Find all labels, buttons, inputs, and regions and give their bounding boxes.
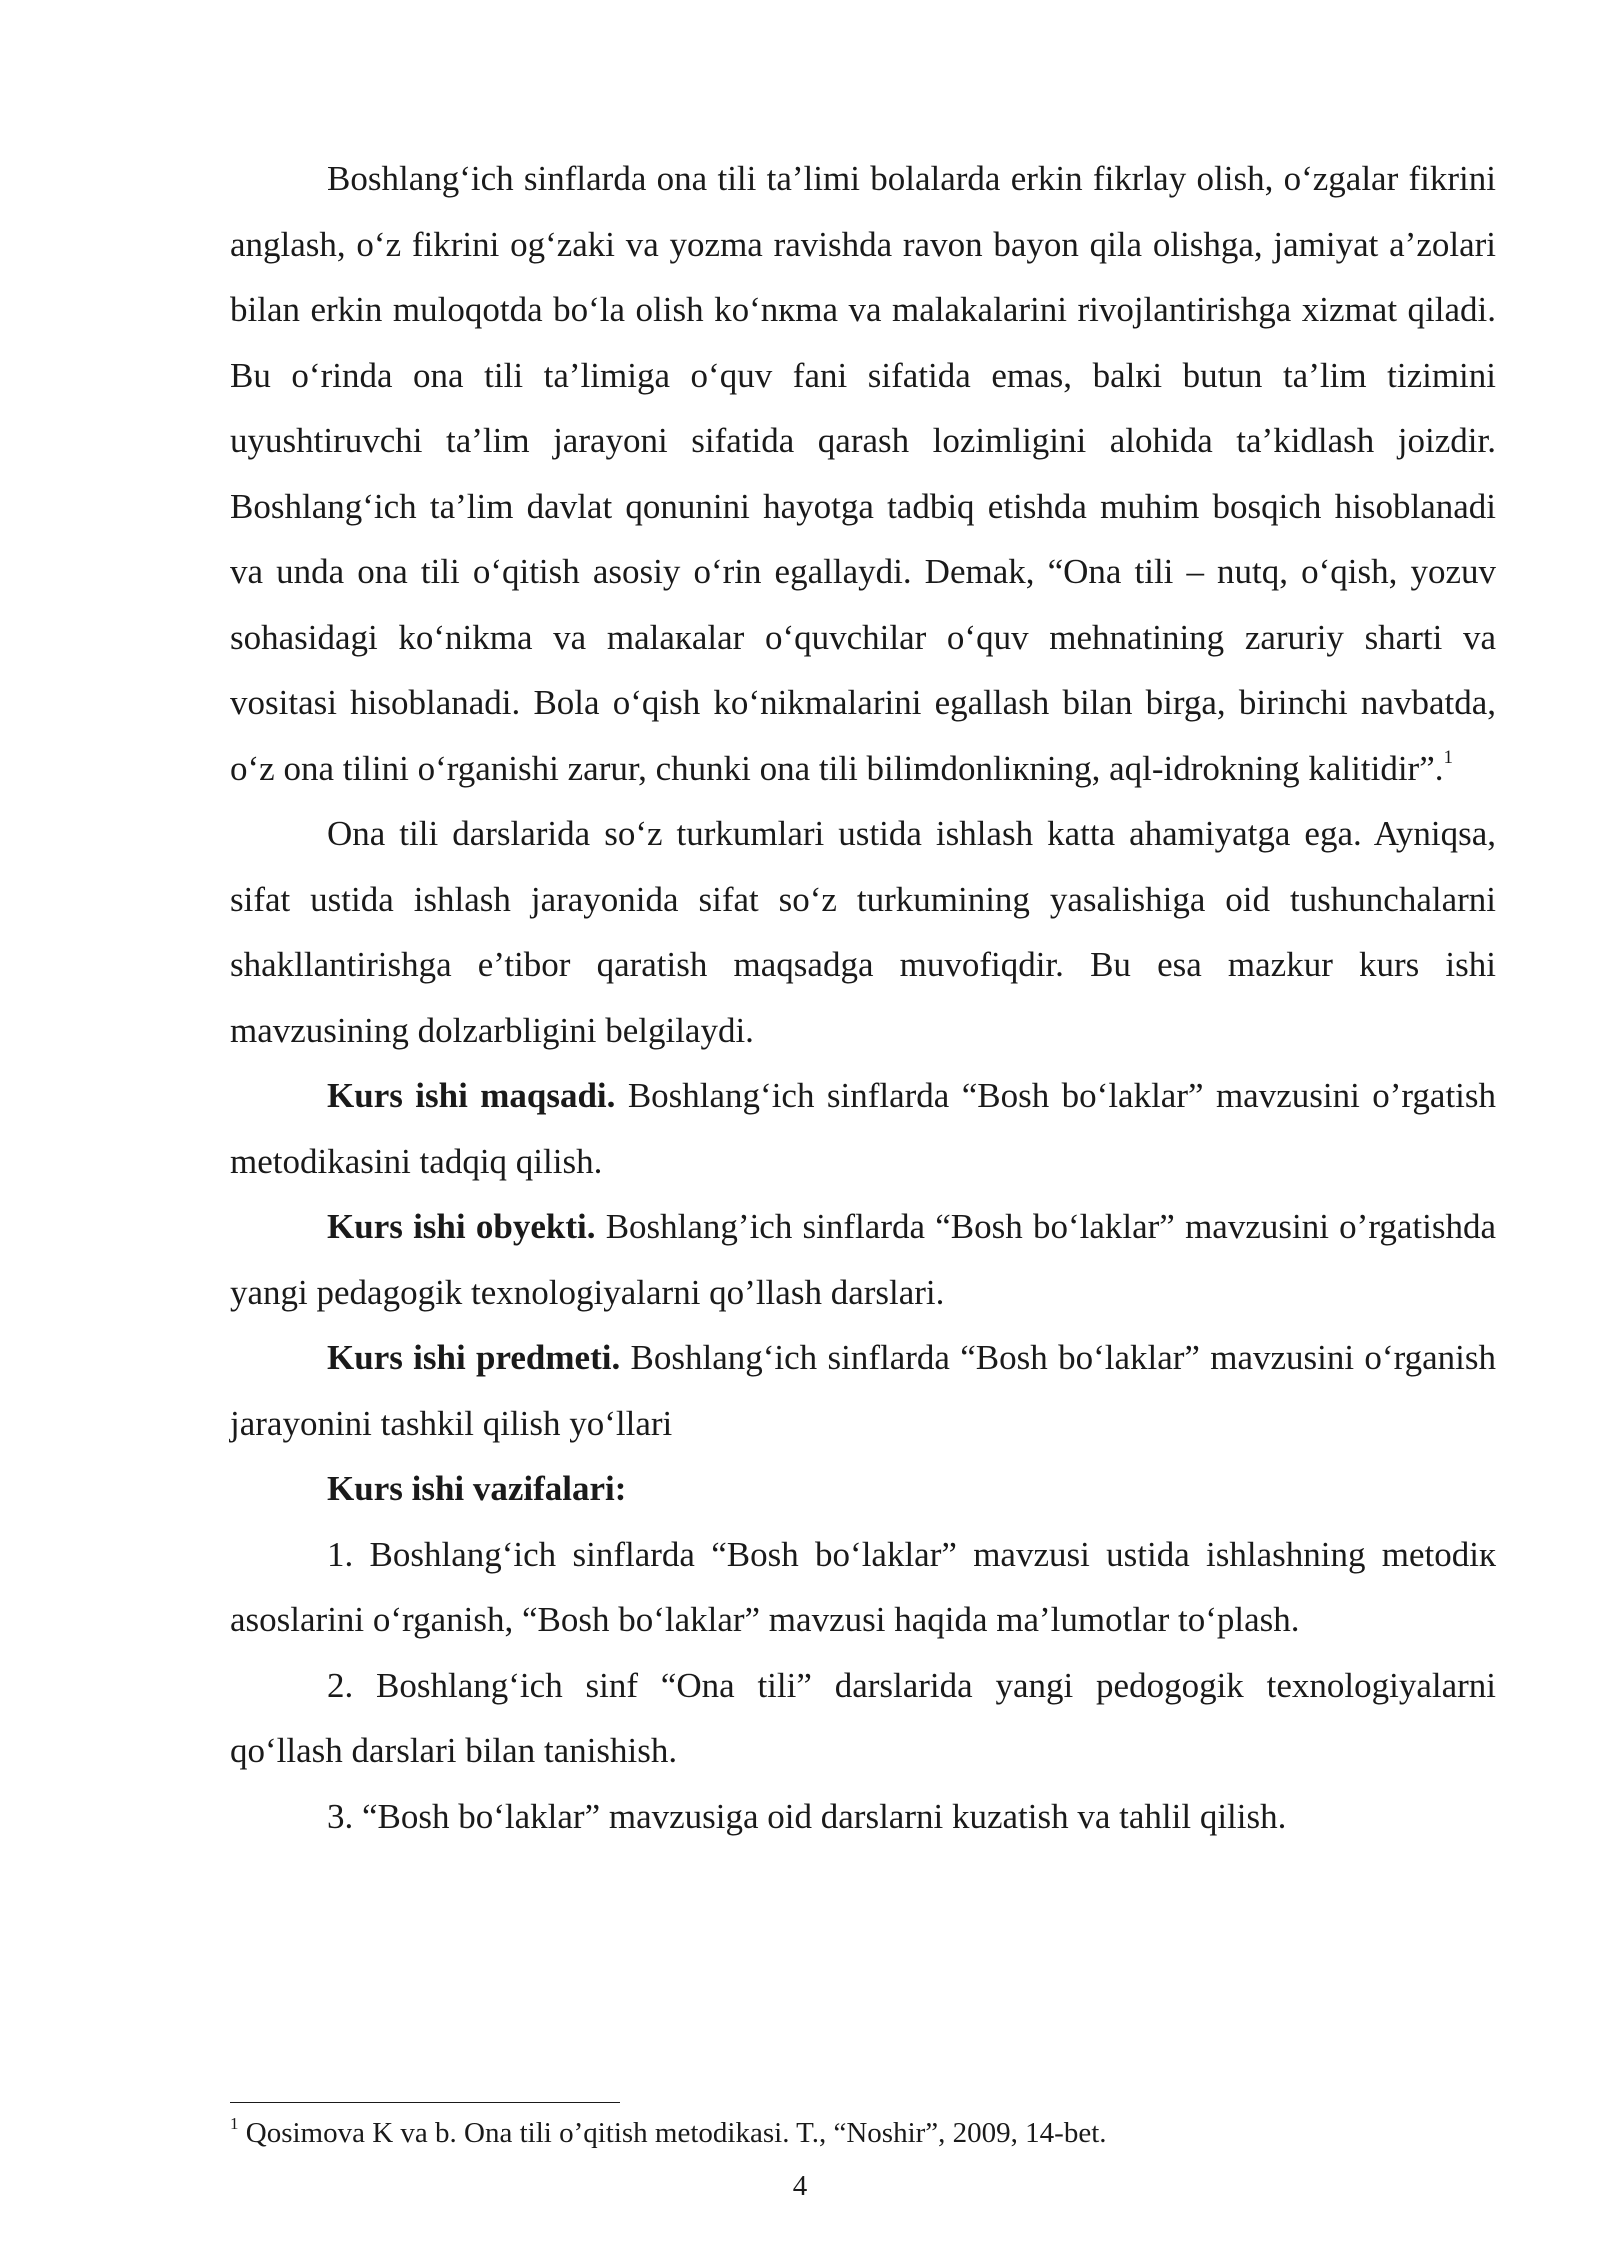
body-text xyxy=(230,146,1496,1849)
goal-text: Boshlang‘ich sinflarda “Bosh bo‘laklar” mavzusini o’rgatish metodikasini tadqiq qilish. xyxy=(230,1076,1497,1181)
subject-label: Kurs ishi predmeti. xyxy=(327,1338,621,1377)
task-item: 2. Boshlang‘ich sinf “Ona tili” darslarida yangi pedogogik texnologiyalarni qo‘llash darslari bilan tanishish. xyxy=(230,1665,1496,1770)
footnote-text: Qosimova K va b. Ona tili o’qitish metodikasi. T., “Noshir”, 2009, 14-bet. xyxy=(238,2117,1107,2149)
paragraph-2 xyxy=(230,801,1496,1063)
paragraph-2-text: Ona tili darslarida so‘z turkumlari ustida ishlash katta ahamiyatga ega. Ayniqsa, sifat ustida ishlash jarayonida sifat so‘z turkumining yasalishiga oid tushunchalarni shakllantirishga e’tibor qaratish maqsadga muvofiqdir. Bu esa mazkur kurs ishi mavzusining dolzarbligini belgilaydi. xyxy=(230,814,1496,1050)
paragraph-1 xyxy=(230,146,1496,801)
footnote xyxy=(230,2113,1496,2153)
object-label: Kurs ishi obyekti. xyxy=(327,1207,596,1246)
paragraph-object xyxy=(230,1194,1496,1325)
tasks-label: Kurs ishi vazifalari: xyxy=(327,1469,627,1508)
footnote-separator xyxy=(230,2102,620,2103)
task-item: 3. “Bosh bo‘laklar” mavzusiga oid darslarni kuzatish va tahlil qilish. xyxy=(327,1796,1287,1836)
paragraph-subject xyxy=(230,1325,1496,1456)
paragraph-1-text: Boshlang‘ich sinflarda ona tili ta’limi bolalarda erkin fikrlay olish, o‘zgalar fikrini anglash, o‘z fikrini og‘zaki va yozma ravishda ravon bayon qila olishga, jamiyat a’zolari bilan erkin muloqotda bo‘la olish ko‘nкma va malakalarini rivojlantirishga xizmat qiladi. Bu o‘rinda ona tili ta’limiga o‘quv fani sifatida emas, balкi butun ta’lim tizimini uyushtiruvchi ta’lim jarayoni sifatida qarash lozimligini alohida ta’kidlash joizdir. Boshlang‘ich ta’lim davlat qonunini hayotga tadbiq etishda muhim bosqich hisoblanadi va unda ona tili o‘qitish asosiy o‘rin egallaydi. Demak, “Ona tili – nutq, o‘qish, yozuv sohasidagi ko‘nikma va malaкalar o‘quvchilar o‘quv mehnatining zaruriy sharti va vositasi hisoblanadi. Bola o‘qish ko‘nikmalarini egallash bilan birga, birinchi navbatda, o‘z ona tilini o‘rganishi zarur, chunki ona tili bilimdonliкning, aql-idrokning kalitidir”. xyxy=(230,159,1496,788)
subject-text: Boshlang‘ich sinflarda “Bosh bo‘laklar” mavzusini o‘rganish jarayonini tashkil qilish yo‘llari xyxy=(230,1338,1496,1443)
paragraph-tasks-heading xyxy=(230,1456,1496,1522)
footnote-mark: 1 xyxy=(230,2114,239,2134)
task-item: 1. Boshlang‘ich sinflarda “Bosh bo‘laklar” mavzusi ustida ishlashning metodiк asoslarini o‘rganish, “Bosh bo‘laklar” mavzusi haqida ma’lumotlar to‘plash. xyxy=(230,1534,1496,1639)
paragraph-goal xyxy=(230,1063,1496,1194)
footnote-reference: 1 xyxy=(1443,746,1453,768)
goal-label: Kurs ishi maqsadi. xyxy=(327,1076,616,1115)
page-number: 4 xyxy=(792,2170,808,2202)
object-text: Boshlang’ich sinflarda “Bosh bo‘laklar” mavzusini o’rgatishda yangi pedagogik texnologiyalarni qo’llash darslari. xyxy=(230,1207,1496,1312)
